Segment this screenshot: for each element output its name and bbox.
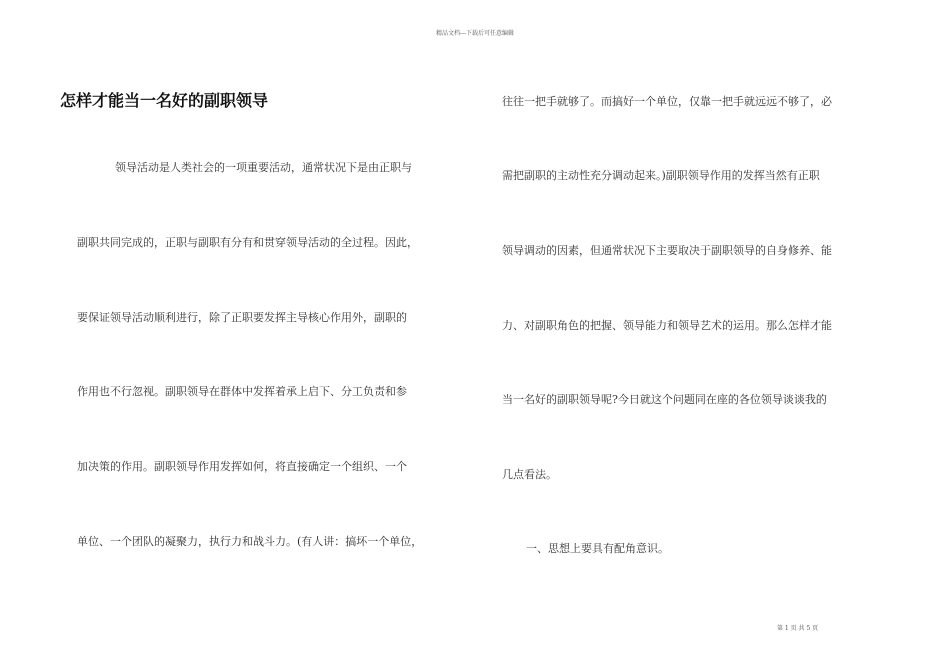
paragraph-line: 领导活动是人类社会的一项重要活动，通常状况下是由正职与 <box>115 161 412 174</box>
paragraph-line: 要保证领导活动顺利进行，除了正职要发挥主导核心作用外，副职的 <box>77 311 407 324</box>
paragraph-line: 作用也不行忽视。副职领导在群体中发挥着承上启下、分工负责和参 <box>77 385 407 398</box>
page-number: 第 1 页 共 5 页 <box>777 625 819 632</box>
paragraph-line: 单位、一个团队的凝聚力，执行力和战斗力。(有人讲：搞坏一个单位， <box>77 535 423 548</box>
paragraph-line: 需把副职的主动性充分调动起来。)副职领导作用的发挥当然有正职 <box>502 169 820 182</box>
paragraph-line: 几点看法。 <box>502 468 557 481</box>
paragraph-line: 力、对副职角色的把握、领导能力和领导艺术的运用。那么怎样才能 <box>502 319 832 332</box>
section-heading: 一、思想上要具有配角意识。 <box>526 542 669 555</box>
paragraph-line: 副职共同完成的，正职与副职有分有和贯穿领导活动的全过程。因此， <box>77 236 418 249</box>
paragraph-line: 当一名好的副职领导呢?今日就这个问题同在座的各位领导谈谈我的 <box>502 393 827 406</box>
paragraph-line: 领导调动的因素，但通常状况下主要取决于副职领导的自身修养、能 <box>502 244 832 257</box>
header-note: 精品文档---下载后可任意编辑 <box>435 30 515 37</box>
document-title: 怎样才能当一名好的副职领导 <box>60 91 269 110</box>
paragraph-line: 加决策的作用。副职领导作用发挥如何，将直接确定一个组织、一个 <box>77 460 407 473</box>
paragraph-line: 往往一把手就够了。而搞好一个单位，仅靠一把手就远远不够了，必 <box>502 95 832 108</box>
